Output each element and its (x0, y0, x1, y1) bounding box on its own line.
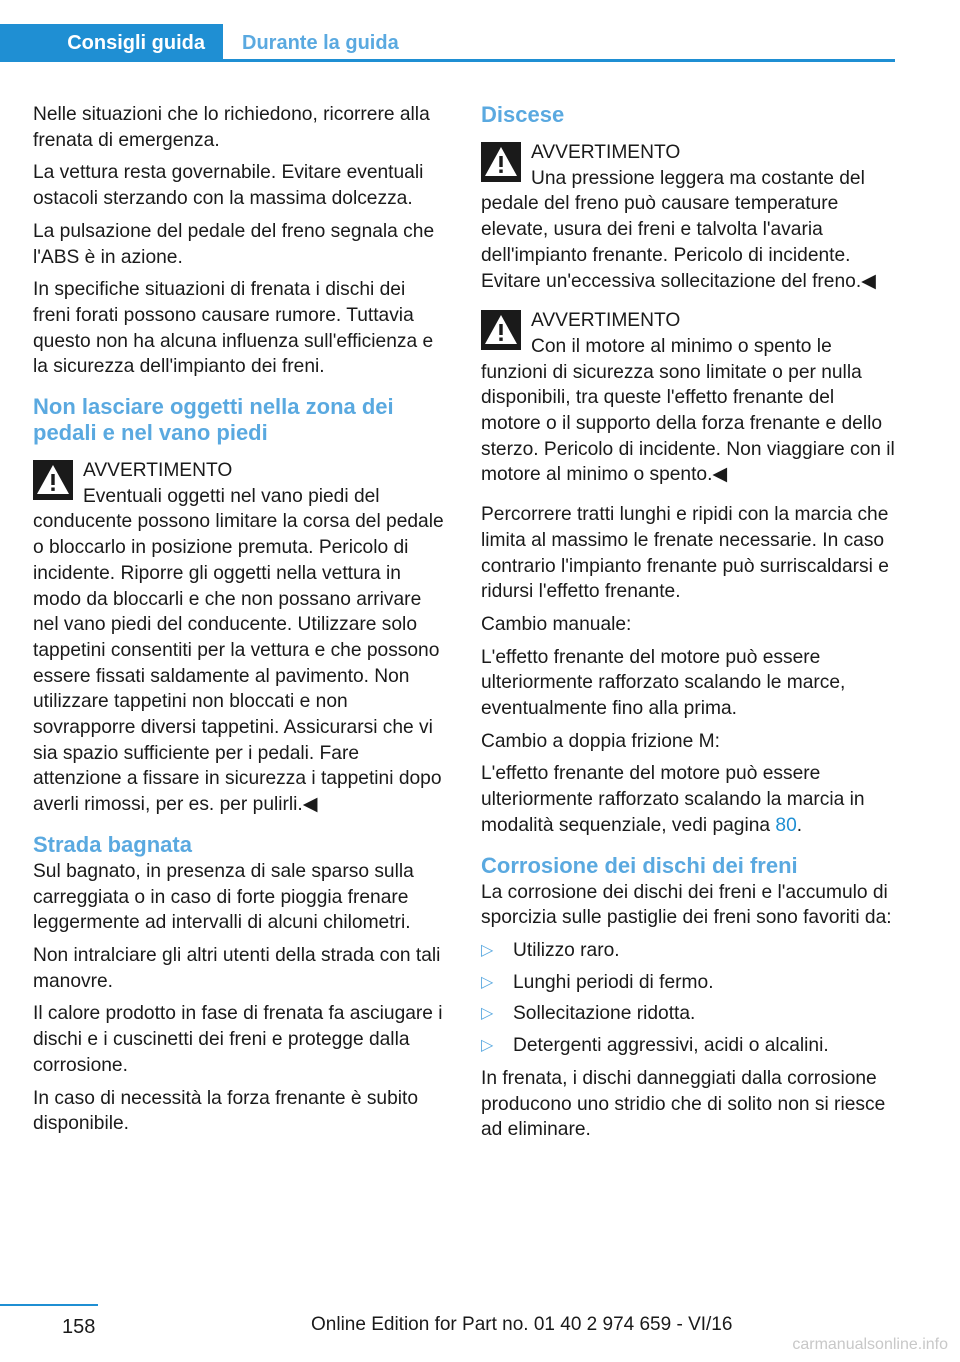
footer-rule (0, 1304, 98, 1306)
list-item-text: Sollecitazione ridotta. (513, 1003, 696, 1025)
list-item (481, 970, 895, 996)
page-number: 158 (62, 1316, 96, 1338)
warning-triangle-icon (33, 460, 73, 500)
paragraph: Sul bagnato, in presenza di sale sparso sulla carreggiata o in caso di forte pioggia frenare leggermente ad intervalli di alcuni chilometri. (33, 860, 414, 934)
warning-block (481, 308, 895, 488)
paragraph: In caso di necessità la forza frenante è subito disponibile. (33, 1087, 419, 1135)
section-heading-bagnata: Strada bagnata (33, 831, 192, 857)
paragraph: Nelle situazioni che lo richiedono, ricorrere alla frenata di emergenza. (33, 104, 430, 151)
triangle-bullet-icon: ▷ (481, 941, 494, 959)
paragraph: Percorrere tratti lunghi e ripidi con la marcia che limita al massimo le frenate necessarie. In caso contrario l'impianto frenante può surriscaldarsi e ridursi l'effetto frenante. (481, 504, 889, 603)
paragraph: L'effetto frenante del motore può essere ulteriormente rafforzato scalando le marce, eventualmente fino alla prima. (481, 646, 846, 720)
paragraph: Cambio manuale: (481, 613, 632, 635)
paragraph: La corrosione dei dischi dei freni e l'accumulo di sporcizia sulle pastiglie dei freni sono favoriti da: (481, 881, 892, 929)
triangle-bullet-icon: ▷ (481, 1005, 494, 1023)
paragraph-text-end: . (796, 814, 803, 836)
right-column (481, 102, 895, 1150)
paragraph: In specifiche situazioni di frenata i dischi dei freni forati possono causare rumore. Tuttavia questo non ha alcuna influenza sull'efficienza e la sicurezza dell'impianto dei freni. (33, 279, 434, 378)
warning-text: Con il motore al minimo o spento le funzioni di sicurezza sono limitate o per nulla disponibili, tra queste l'effetto frenante del motore o il supporto della forza frenante e dello sterzo. Pericolo di incidente. Non viaggiare con il motore al minimo o spento.◀ (481, 335, 895, 486)
paragraph: La vettura resta governabile. Evitare eventuali ostacoli sterzando con la massima dolcezza. (33, 162, 424, 210)
warning-text: Eventuali oggetti nel vano piedi del conducente possono limitare la corsa del pedale o bloccarlo in posizione premuta. Pericolo di incidente. Riporre gli oggetti nella vettura in modo da bloccarli e che non possano arrivare nel vano piedi del conducente. Utilizzare solo tappetini consentiti per la vettura e che possono essere fissati saldamente al pavimento. Non utilizzare tappetini non bloccati e non sovrapporre diversi tappetini. Assicurarsi che vi sia spazio sufficiente per i pedali. Fare attenzione a fissare in sicurezza i tappetini dopo averli rimossi, per es. per pulirli.◀ (33, 485, 444, 816)
bullet-list (481, 938, 895, 1059)
warning-block (481, 140, 895, 294)
watermark: carmanualsonline.info (792, 1336, 948, 1353)
paragraph (481, 761, 895, 838)
paragraph-text: L'effetto frenante del motore può essere ulteriormente rafforzato scalando la marcia in modalità sequenziale, vedi pagina (481, 763, 865, 836)
warning-title: AVVERTIMENTO (531, 310, 681, 332)
left-column (33, 102, 446, 1144)
triangle-bullet-icon: ▷ (481, 1037, 494, 1055)
list-item (481, 938, 895, 964)
warning-text: Una pressione leggera ma costante del pedale del freno può causare temperature elevate, usura dei freni e talvolta l'avaria dell'impianto frenante. Pericolo di incidente. Evitare un'eccessiva sollecitazione del freno.◀ (481, 167, 876, 292)
list-item (481, 1001, 895, 1027)
section-tab-durante-la-guida[interactable]: Durante la guida (242, 31, 399, 54)
warning-block (33, 458, 446, 818)
page-reference-link[interactable]: 80 (775, 814, 797, 836)
paragraph: Il calore prodotto in fase di frenata fa asciugare i dischi e i cuscinetti dei freni e protegge dalla corrosione. (33, 1003, 443, 1076)
section-heading-discese: Discese (481, 102, 565, 127)
header-rule (0, 59, 895, 62)
warning-triangle-icon (481, 142, 521, 182)
triangle-bullet-icon: ▷ (481, 973, 494, 991)
section-heading-corrosione: Corrosione dei dischi dei freni (481, 852, 798, 878)
list-item-text: Utilizzo raro. (513, 939, 620, 961)
warning-title: AVVERTIMENTO (531, 142, 681, 163)
section-tab-consigli-guida[interactable]: Consigli guida (0, 24, 223, 62)
list-item (481, 1033, 895, 1059)
warning-title: AVVERTIMENTO (83, 460, 233, 482)
warning-triangle-icon (481, 310, 521, 350)
paragraph: La pulsazione del pedale del freno segnala che l'ABS è in azione. (33, 220, 435, 268)
list-item-text: Lunghi periodi di fermo. (513, 971, 714, 993)
paragraph: Cambio a doppia frizione M: (481, 730, 720, 752)
section-heading-pedali: Non lasciare oggetti nella zona dei pedali e nel vano piedi (33, 394, 394, 446)
page-header (0, 24, 895, 62)
edition-note: Online Edition for Part no. 01 40 2 974 659 - VI/16 (311, 1314, 733, 1335)
list-item-text: Detergenti aggressivi, acidi o alcalini. (513, 1035, 829, 1057)
paragraph: Non intralciare gli altri utenti della strada con tali manovre. (33, 944, 441, 992)
paragraph: In frenata, i dischi danneggiati dalla corrosione producono uno stridio che di solito non si riesce ad eliminare. (481, 1067, 886, 1141)
